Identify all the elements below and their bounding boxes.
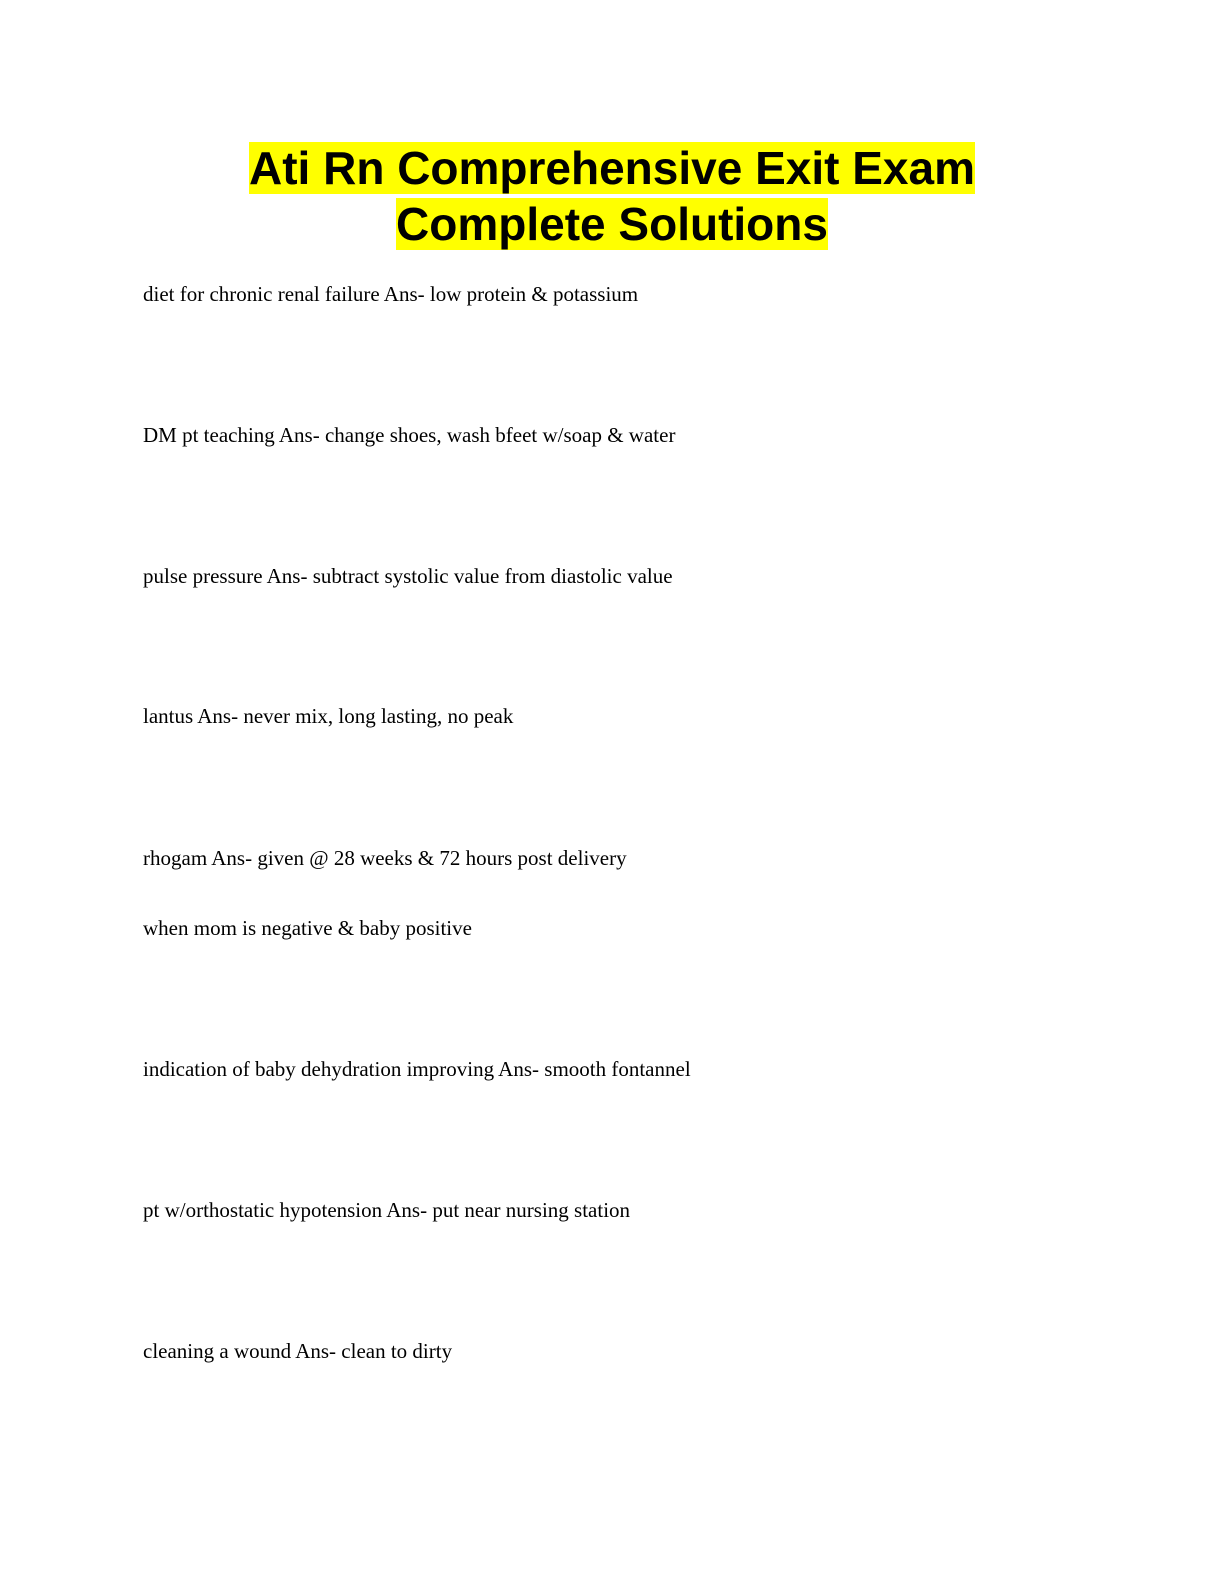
qa-entry: diet for chronic renal failure Ans- low protein & potassium <box>143 282 639 306</box>
qa-entry: cleaning a wound Ans- clean to dirty <box>143 1339 453 1363</box>
title-line-2: Complete Solutions <box>396 198 828 250</box>
qa-entry: pulse pressure Ans- subtract systolic value from diastolic value <box>143 564 673 588</box>
qa-entry: rhogam Ans- given @ 28 weeks & 72 hours post delivery <box>143 846 627 870</box>
title-line-1: Ati Rn Comprehensive Exit Exam <box>249 142 975 194</box>
qa-entry: pt w/orthostatic hypotension Ans- put near nursing station <box>143 1198 631 1222</box>
qa-entry: DM pt teaching Ans- change shoes, wash bfeet w/soap & water <box>143 423 676 447</box>
qa-entry: indication of baby dehydration improving Ans- smooth fontannel <box>143 1057 691 1081</box>
qa-entry: lantus Ans- never mix, long lasting, no peak <box>143 704 514 728</box>
document-title <box>0 140 1224 252</box>
qa-entry-continuation: when mom is negative & baby positive <box>143 916 472 940</box>
